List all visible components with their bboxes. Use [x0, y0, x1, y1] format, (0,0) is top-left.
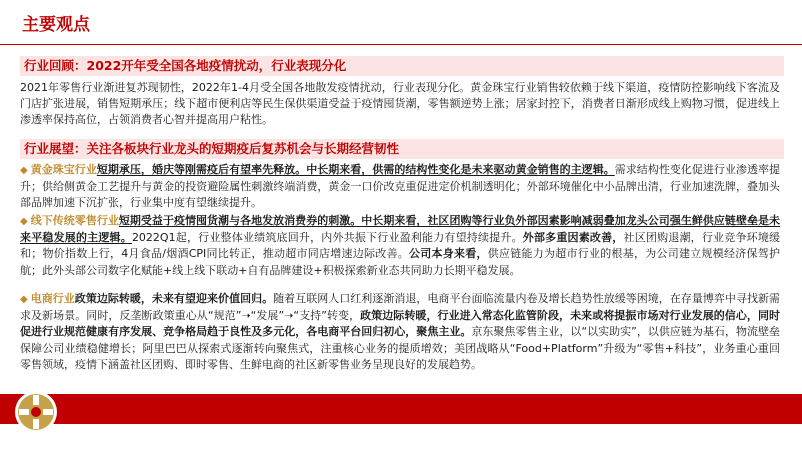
outlook-heading: 行业展望：关注各板块行业龙头的短期疫后复苏机会与长期经营韧性: [20, 139, 784, 159]
item-text: 供应链能力为超市行业的根基，为公司建立规模经济保驾护航；此外头部公司数字化赋能+线上线下联动+自有品牌建设+积极探索新业态共同助力长期平稳发展。: [20, 247, 781, 277]
bullet-icon: ◆: [20, 216, 28, 227]
item-text: 京东聚焦零售主业，以“以实助实”，以供应链为基石，物流壁垒保障公司业绩稳健增长；阿里巴巴从探索式逐渐转向聚焦式，注重核心业务的提质增效；美团战略从“Food+Platform”升级为“零售+科技”，业务重心重回零售领域，疫情下涵盖社区团购、即时零售、生鲜电商的社区新零售业务呈现良好的发展趋势。: [20, 325, 780, 371]
item-text: 随着互联网人口红利逐渐消退，电商平台面临流量内卷及增长趋势性放缓等困境，在存量博弈中寻找新需求及新场景。同时，反垄断政策重心从“规范”➝“发展”➝“支持”转变，: [20, 292, 780, 323]
item-keyword: 线下传统零售行业: [30, 214, 119, 227]
review-heading: 行业回顾：2022开年受全国各地疫情扰动，行业表现分化: [20, 56, 784, 76]
footer-bar: [0, 394, 802, 424]
review-body: 2021年零售行业渐进复苏现韧性，2022年1-4月受全国各地散发疫情扰动，行业表现分化。黄金珠宝行业销售较依赖于线下渠道，疫情防控影响线下客流及门店扩张进展，销售短期承压；线下超市便利店等民生保供渠道受益于疫情囤货潮，零售额逆势上涨；居家封控下，消费者日渐形成线上购物习惯，促进线上渗透率保持高位，占领消费者心智并提高用户粘性。: [20, 81, 780, 126]
item-text: 社区团购退潮，行业竞争环境缓和；物价指数上行，4月食品/烟酒CPI同比转正，推动超市同店增速边际改善。: [20, 231, 781, 261]
item-bold: 公司本身来看，: [409, 247, 488, 261]
item-text: 需求结构性变化促进行业渗透率提升；供给侧黄金工艺提升与黄金的投资避险属性刺激终端消费，黄金一口价改克重促进定价机制透明化；外部环境催化中小品牌出清，行业加速洗牌，叠加头部品牌加速下沉扩张，行业集中度有望继续提升。: [20, 163, 781, 210]
item-emphasis: 短期承压，婚庆等刚需疫后有望率先释放。中长期来看，供需的结构性变化是未来驱动黄金销售的主逻辑。: [96, 163, 615, 176]
outlook-item-ecommerce: [20, 291, 780, 373]
item-bold: 政策边际转暖，行业进入常态化监管阶段，未来或将提振市场对行业发展的信心，同时促进行业规范健康有序发展、竞争格局趋于良性及多元化，各电商平台回归初心，聚焦主业。: [20, 309, 781, 339]
page-title: 主要观点: [22, 15, 90, 35]
item-emphasis: 短期受益于疫情囤货潮与各地发放消费券的刺激。中长期来看，社区团购等行业负外部因素影响减弱叠加龙头公司强生鲜供应链壁垒是未来平稳发展的主逻辑。: [20, 214, 780, 245]
bullet-icon: ◆: [20, 294, 28, 305]
item-keyword: 黄金珠宝行业: [30, 163, 97, 176]
bullet-icon: ◆: [20, 165, 28, 176]
title-divider: [0, 44, 802, 45]
page-number: 2: [767, 414, 774, 427]
item-bold: 外部多重因素改善，: [522, 231, 624, 245]
company-logo-icon: [14, 390, 58, 434]
item-keyword: 电商行业: [30, 292, 75, 305]
item-bold: 政策边际转暖，未来有望迎来价值回归。: [74, 292, 274, 305]
outlook-item-jewelry: [20, 162, 780, 212]
outlook-item-offline-retail: [20, 213, 780, 279]
item-text: 2022Q1起，行业整体业绩筑底回升，内外共振下行业盈利能力有望持续提升。: [131, 231, 523, 245]
